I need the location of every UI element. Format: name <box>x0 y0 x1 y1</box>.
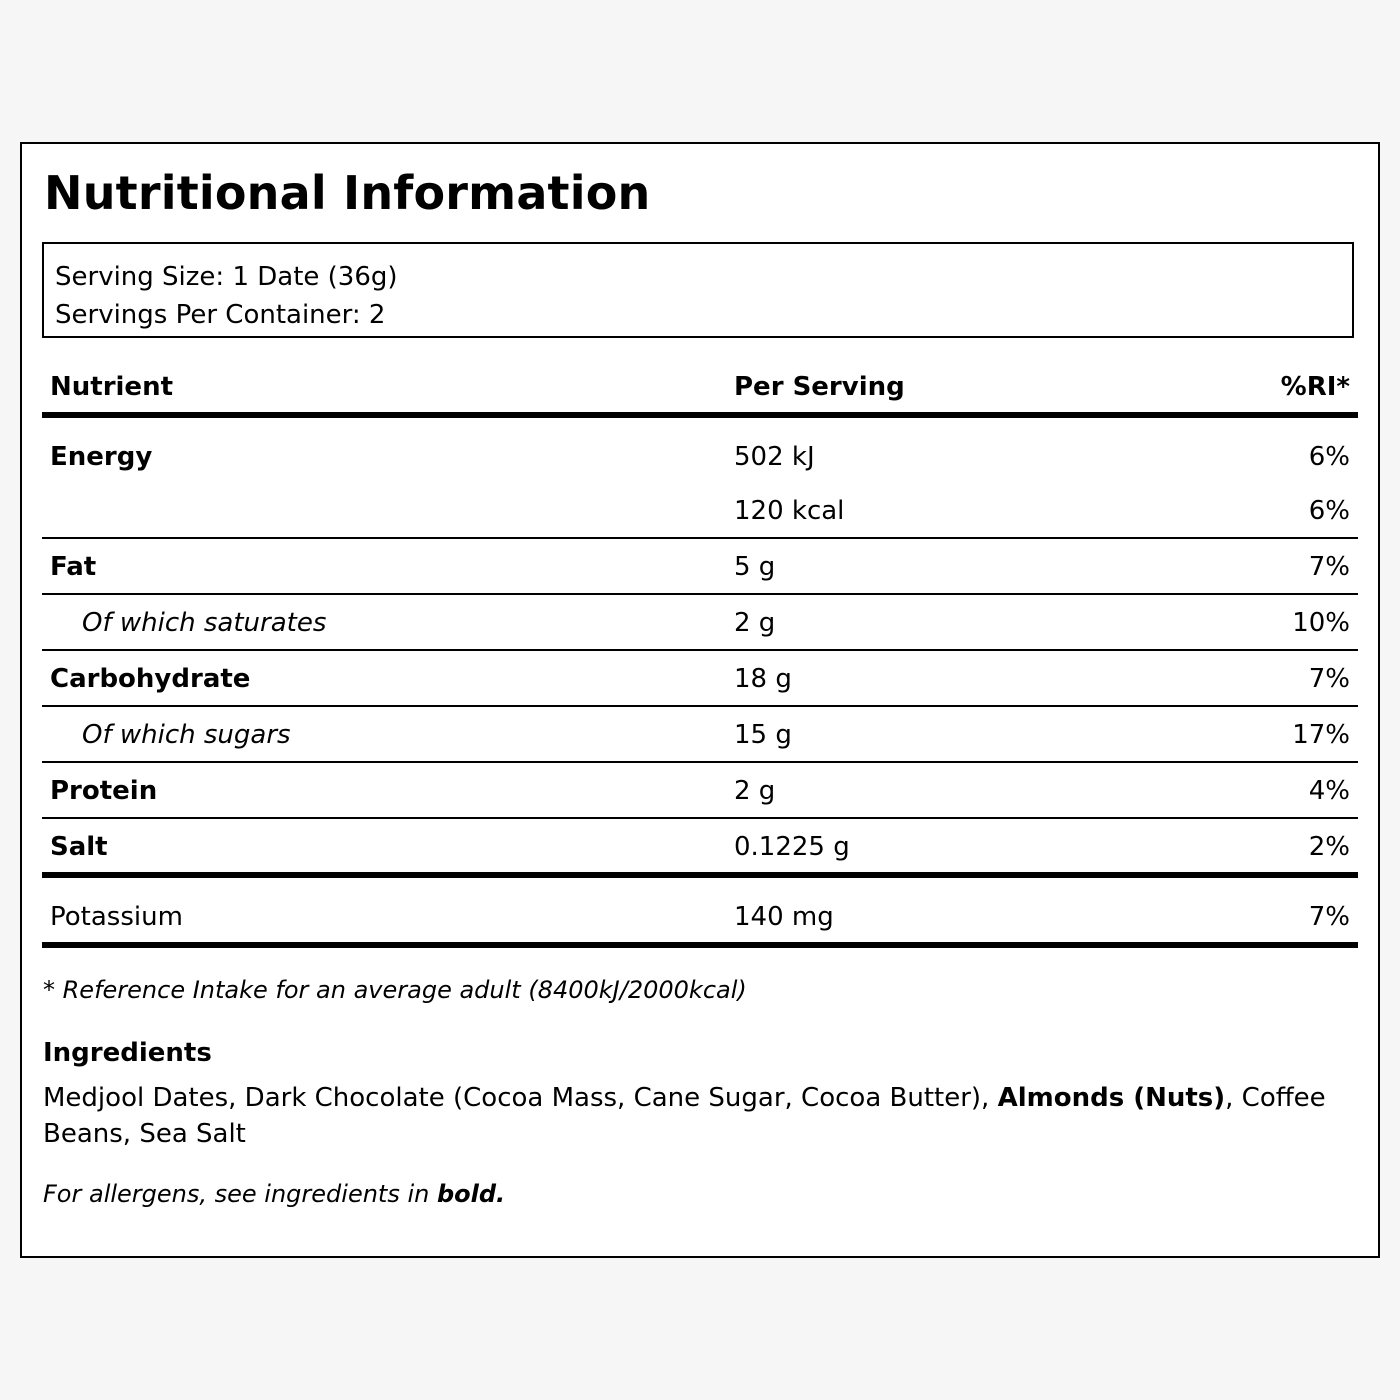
nutrient-name: Of which saturates <box>82 608 327 638</box>
per-serving-value: 18 g <box>734 664 792 694</box>
per-serving-value: 140 mg <box>734 902 834 932</box>
nutrient-name: Salt <box>50 832 108 862</box>
ingredients-text-before: Medjool Dates, Dark Chocolate (Cocoa Mass, Cane Sugar, Cocoa Butter), <box>43 1083 998 1113</box>
row-divider <box>42 537 1358 539</box>
nutrient-name: Of which sugars <box>82 720 291 750</box>
per-serving-value: 5 g <box>734 552 776 582</box>
row-divider <box>42 761 1358 763</box>
ri-value: 4% <box>1308 776 1350 806</box>
ri-value: 6% <box>1308 442 1350 472</box>
allergen-note-text: For allergens, see ingredients in <box>43 1180 437 1208</box>
allergen-ingredient: Almonds (Nuts) <box>997 1083 1226 1113</box>
serving-size: Serving Size: 1 Date (36g) <box>55 262 398 292</box>
header-nutrient: Nutrient <box>50 372 174 402</box>
nutrient-name: Protein <box>50 776 158 806</box>
nutrient-name: Fat <box>50 552 97 582</box>
section-divider <box>42 872 1358 878</box>
ingredients-heading: Ingredients <box>43 1038 212 1068</box>
row-divider <box>42 593 1358 595</box>
ri-value: 7% <box>1308 902 1350 932</box>
header-per-serving: Per Serving <box>734 372 905 402</box>
nutrient-name: Potassium <box>50 902 183 932</box>
ri-value: 6% <box>1308 496 1350 526</box>
ri-value: 10% <box>1292 608 1350 638</box>
per-serving-value: 502 kJ <box>734 442 815 472</box>
ingredients-text-after: , Coffee Beans, Sea Salt <box>43 1083 1326 1149</box>
allergen-note-bold: bold. <box>436 1180 506 1208</box>
ri-value: 7% <box>1308 664 1350 694</box>
per-serving-value: 2 g <box>734 608 776 638</box>
header-ri: %RI* <box>1280 372 1350 402</box>
ri-value: 2% <box>1308 832 1350 862</box>
nutrition-label <box>20 142 1380 1258</box>
serving-info-box <box>42 242 1354 338</box>
per-serving-value: 120 kcal <box>734 496 845 526</box>
page-title: Nutritional Information <box>44 166 651 220</box>
row-divider <box>42 649 1358 651</box>
row-divider <box>42 705 1358 707</box>
servings-per-container: Servings Per Container: 2 <box>55 300 386 330</box>
table-bottom-divider <box>42 942 1358 948</box>
ri-value: 7% <box>1308 552 1350 582</box>
row-divider <box>42 817 1358 819</box>
ri-footnote: * Reference Intake for an average adult (8400kJ/2000kcal) <box>43 976 747 1004</box>
ingredients-list <box>43 1080 1361 1152</box>
per-serving-value: 0.1225 g <box>734 832 850 862</box>
nutrient-name: Energy <box>50 442 153 472</box>
ri-value: 17% <box>1292 720 1350 750</box>
header-divider <box>42 412 1358 418</box>
nutrient-name: Carbohydrate <box>50 664 251 694</box>
per-serving-value: 2 g <box>734 776 776 806</box>
per-serving-value: 15 g <box>734 720 792 750</box>
allergen-note <box>43 1180 505 1208</box>
